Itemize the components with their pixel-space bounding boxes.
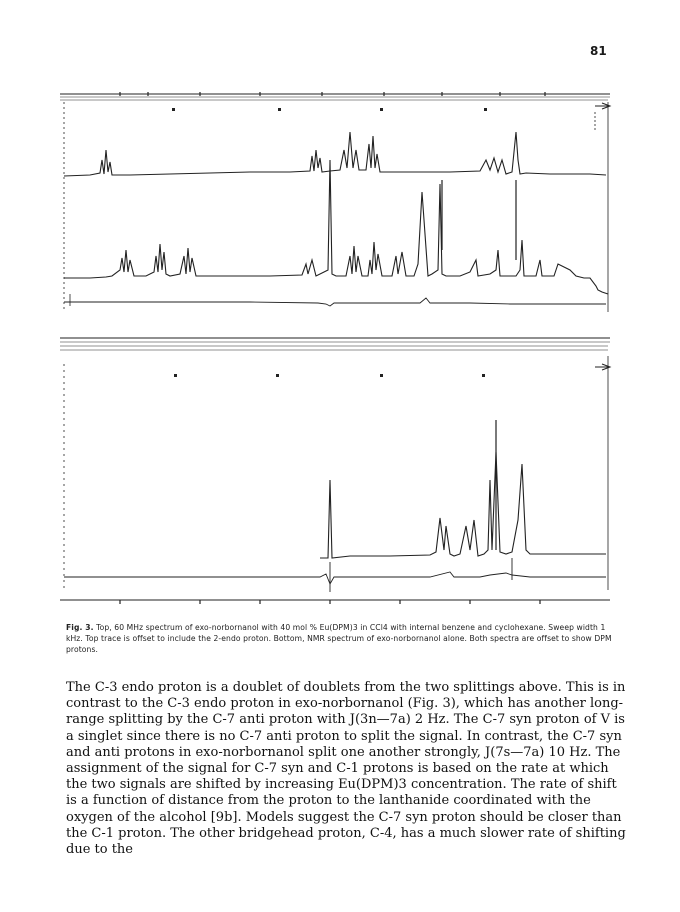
top-trace-offset bbox=[64, 132, 606, 176]
figure-caption-text: Top, 60 MHz spectrum of exo-norbornanol with 40 mol % Eu(DPM)3 in CCl4 with internal benzene and cyclohexane. Sweep width 1 kHz. Top trace is offset to include the 2-endo proton. Bottom, NMR spectrum of exo-norbornanol alone. Both spectra are offset to show DPM protons. bbox=[66, 623, 612, 655]
bottom-baseline bbox=[64, 572, 606, 584]
bottom-trace-main bbox=[320, 452, 606, 558]
top-trace-main bbox=[64, 160, 608, 294]
body-text bbox=[66, 680, 626, 858]
nmr-spectra-figure bbox=[50, 80, 635, 620]
spectra-graphic bbox=[50, 80, 635, 620]
figure-caption bbox=[66, 622, 614, 656]
figure-caption-label: Fig. 3. bbox=[66, 623, 94, 632]
top-baseline bbox=[64, 298, 606, 306]
page-number: 81 bbox=[590, 44, 607, 58]
body-paragraph: The C-3 endo proton is a doublet of doublets from the two splittings above. This is in contrast to the C-3 endo proton in exo-norbornanol (Fig. 3), which has another long-range splitting by the C-7 anti proton with J(3n—7a) 2 Hz. The C-7 syn proton of V is a singlet since there is no C-7 anti proton to split the signal. In contrast, the C-7 syn and anti protons in exo-norbornanol split one another strongly, J(7s—7a) 10 Hz. The assignment of the signal for C-7 syn and C-1 protons is based on the rate at which the two signals are shifted by increasing Eu(DPM)3 concentration. The rate of shift is a function of distance from the proton to the lanthanide coordinated with the oxygen of the alcohol [9b]. Models suggest the C-7 syn proton should be closer than the C-1 proton. The other bridgehead proton, C-4, has a much slower rate of shifting due to the bbox=[66, 680, 626, 858]
